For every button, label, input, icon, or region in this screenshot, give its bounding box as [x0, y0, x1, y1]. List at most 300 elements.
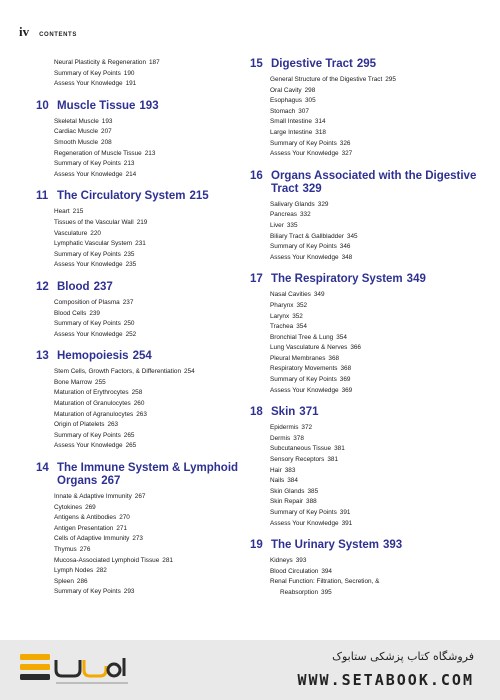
toc-entry-title: Mucosa-Associated Lymphoid Tissue — [54, 556, 160, 564]
chapter-title-wrap — [57, 100, 246, 113]
toc-entry — [54, 207, 246, 218]
toc-entry — [270, 200, 490, 211]
toc-entry-page: 190 — [123, 69, 135, 77]
toc-entry-page: 368 — [328, 354, 340, 362]
toc-entry-title: Summary of Key Points — [54, 431, 121, 439]
toc-entry-title: Oral Cavity — [270, 86, 302, 94]
toc-entry-page: 352 — [292, 312, 303, 320]
toc-entry — [54, 229, 246, 240]
toc-entry — [270, 434, 490, 445]
toc-entry-page: 265 — [123, 431, 135, 439]
toc-entry-page: 354 — [296, 323, 307, 331]
toc-entry-title: Cardiac Muscle — [54, 128, 99, 136]
toc-entry-title: Summary of Key Points — [54, 69, 121, 77]
toc-entry-title: Blood Cells — [54, 309, 87, 317]
topic-list — [36, 492, 246, 598]
chapter-heading — [36, 350, 246, 363]
toc-entry-page: 384 — [287, 477, 298, 485]
toc-entry-page: 235 — [123, 250, 135, 258]
toc-entry-page: 307 — [298, 107, 309, 115]
toc-entry-page: 276 — [79, 546, 91, 553]
toc-entry-page: 219 — [136, 218, 148, 226]
toc-entry — [54, 117, 246, 128]
chapter-number: 14 — [36, 462, 49, 475]
toc-entry — [270, 242, 490, 253]
toc-entry-title: Reabsorption — [280, 588, 319, 596]
toc-entry-title: Bone Marrow — [54, 378, 93, 386]
toc-entry-page: 213 — [144, 149, 156, 157]
toc-entry — [270, 86, 490, 97]
toc-entry-title: Salivary Glands — [270, 200, 315, 208]
topic-list — [250, 200, 490, 264]
toc-entry-page: 193 — [101, 117, 113, 125]
chapter-title-wrap — [57, 350, 246, 363]
toc-entry-title: Tissues of the Vascular Wall — [54, 218, 134, 226]
chapter-title: The Immune System & Lymphoid Organs — [57, 462, 239, 488]
toc-entry — [270, 301, 490, 312]
toc-entry-title: Summary of Key Points — [54, 588, 121, 596]
toc-entry — [270, 290, 490, 301]
toc-entry-title: Skeletal Muscle — [54, 117, 99, 125]
toc-entry — [270, 312, 490, 323]
toc-entry — [270, 487, 490, 498]
toc-entry-page: 239 — [89, 309, 100, 317]
toc-entry-page: 260 — [133, 400, 145, 408]
chapter-title-wrap — [271, 273, 490, 286]
toc-entry-title: Respiratory Movements — [270, 365, 338, 373]
toc-entry-title: Antigens & Antibodies — [54, 514, 117, 522]
toc-entry-page: 368 — [340, 365, 352, 373]
toc-entry-page: 252 — [125, 330, 137, 338]
toc-entry-page: 298 — [304, 86, 316, 94]
toc-entry-page: 394 — [321, 567, 332, 575]
toc-entry-page: 369 — [341, 386, 353, 394]
chapter-number: 19 — [250, 539, 263, 552]
toc-entry-page: 378 — [293, 434, 304, 442]
toc-entry — [54, 79, 246, 90]
toc-entry-title: Nasal Cavities — [270, 291, 311, 299]
toc-entry-page: 293 — [123, 588, 135, 596]
toc-entry — [54, 492, 246, 503]
chapter-title: Organs Associated with the Digestive Tract — [271, 169, 477, 195]
toc-entry — [270, 253, 490, 264]
toc-entry-title: Vasculature — [54, 229, 88, 237]
chapter-title: Digestive Tract — [271, 58, 353, 70]
toc-entry — [54, 399, 246, 410]
toc-entry-title: Assess Your Knowledge — [270, 150, 339, 158]
toc-entry — [54, 319, 246, 330]
toc-entry-page: 271 — [116, 524, 128, 532]
toc-entry — [270, 375, 490, 386]
toc-entry — [270, 577, 490, 588]
toc-entry-page: 269 — [85, 503, 96, 511]
chapter-title: The Respiratory System — [271, 273, 403, 286]
toc-entry — [54, 420, 246, 431]
toc-entry — [270, 322, 490, 333]
chapter-title-wrap — [57, 462, 246, 488]
chapter-title: Blood — [57, 280, 90, 293]
toc-entry-title: Assess Your Knowledge — [270, 253, 339, 261]
chapter-number: 12 — [36, 280, 49, 293]
toc-entry-page: 327 — [341, 150, 353, 158]
toc-entry — [270, 107, 490, 118]
toc-entry-title: Assess Your Knowledge — [54, 80, 123, 88]
toc-entry-title: Summary of Key Points — [270, 243, 337, 251]
toc-entry-title: Assess Your Knowledge — [54, 330, 123, 338]
toc-entry-title: Pancreas — [270, 211, 297, 219]
toc-entry-title: Assess Your Knowledge — [54, 442, 123, 450]
chapter-number: 18 — [250, 406, 263, 419]
toc-entry-title: Maturation of Agranulocytes — [54, 410, 134, 418]
chapter-heading — [250, 170, 490, 196]
chapter-title: Muscle Tissue — [57, 99, 136, 112]
chapter-number: 17 — [250, 273, 263, 286]
chapter-heading — [36, 100, 246, 113]
toc-entry — [54, 378, 246, 389]
toc-entry — [54, 218, 246, 229]
toc-entry-page: 213 — [123, 160, 135, 168]
toc-entry-title: Skin Repair — [270, 498, 304, 506]
toc-entry-title: Small Intestine — [270, 118, 312, 126]
toc-entry — [270, 117, 490, 128]
chapter-page: 254 — [132, 350, 152, 363]
toc-entry-title: Subcutaneous Tissue — [270, 445, 332, 453]
toc-entry-title: Assess Your Knowledge — [270, 519, 339, 527]
toc-entry-title: Renal Function: Filtration, Secretion, & — [270, 578, 380, 586]
toc-entry-title: Smooth Muscle — [54, 138, 99, 146]
toc-entry-page: 326 — [339, 139, 351, 147]
footer-store-name: فروشگاه کتاب پزشکی ستابوک — [332, 650, 474, 663]
toc-chapter — [250, 406, 490, 529]
toc-entry-page: 305 — [304, 97, 316, 105]
toc-entry — [54, 149, 246, 160]
toc-entry — [54, 127, 246, 138]
chapter-heading — [36, 190, 246, 203]
toc-entry-title: Heart — [54, 208, 70, 216]
toc-entry-title: Assess Your Knowledge — [270, 386, 339, 394]
toc-entry-page: 220 — [90, 229, 101, 237]
chapter-title-wrap — [271, 539, 490, 552]
toc-entry-page: 381 — [334, 445, 345, 453]
toc-entry-page: 354 — [336, 333, 347, 341]
toc-entry — [270, 519, 490, 530]
toc-entry-page: 263 — [107, 421, 119, 429]
toc-entry-title: Stem Cells, Growth Factors, & Differentiation — [54, 368, 182, 376]
toc-entry-page: 352 — [296, 301, 308, 309]
toc-entry-title: Stomach — [270, 107, 296, 115]
toc-entry — [270, 96, 490, 107]
topic-list — [36, 298, 246, 340]
toc-chapter — [36, 100, 246, 181]
toc-entry-title: Summary of Key Points — [54, 160, 121, 168]
toc-entry-page: 345 — [346, 232, 358, 240]
toc-entry — [270, 476, 490, 487]
toc-entry — [270, 423, 490, 434]
chapter-title-wrap — [271, 170, 490, 196]
chapter-title: Skin — [271, 406, 296, 419]
toc-entry-page: 286 — [76, 577, 88, 585]
toc-chapter — [36, 350, 246, 452]
page-label: CONTENTS — [39, 32, 77, 38]
watermark-footer — [0, 640, 500, 700]
toc-entry-title: Pharynx — [270, 301, 294, 309]
toc-entry-title: Assess Your Knowledge — [54, 261, 123, 269]
toc-entry-title: Sensory Receptors — [270, 456, 325, 464]
toc-entry-page: 254 — [184, 368, 195, 376]
toc-entry-page: 393 — [295, 557, 307, 565]
toc-entry-title: Innate & Adaptive Immunity — [54, 493, 132, 501]
toc-entry-title: Pleural Membranes — [270, 354, 326, 362]
chapter-number: 15 — [250, 58, 263, 70]
toc-entry-title: Hair — [270, 466, 282, 474]
chapter-title-wrap — [57, 190, 246, 203]
toc-entry — [54, 534, 246, 545]
chapter-page: 237 — [93, 280, 113, 293]
toc-entry-title: Summary of Key Points — [270, 509, 337, 516]
toc-entry-page: 235 — [125, 261, 137, 269]
toc-entry-title: Origin of Platelets — [54, 421, 105, 429]
toc-entry — [54, 170, 246, 181]
toc-entry-title: Kidneys — [270, 557, 293, 565]
toc-chapter — [36, 58, 246, 90]
toc-entry — [270, 139, 490, 150]
toc-entry-page: 267 — [134, 493, 146, 501]
toc-entry — [54, 577, 246, 588]
toc-entry — [54, 367, 246, 378]
toc-entry — [54, 309, 246, 320]
toc-entry-page: 187 — [149, 59, 160, 66]
toc-entry-page: 332 — [300, 211, 311, 219]
toc-entry-page: 395 — [321, 588, 332, 596]
toc-entry-title: Assess Your Knowledge — [54, 170, 123, 178]
chapter-title: The Circulatory System — [57, 190, 186, 203]
toc-entry-title: Skin Glands — [270, 487, 305, 495]
topic-list — [250, 75, 490, 160]
toc-entry — [270, 128, 490, 139]
toc-entry-page: 385 — [307, 487, 319, 495]
chapter-number: 10 — [36, 99, 49, 112]
toc-entry — [270, 444, 490, 455]
toc-entry — [270, 497, 490, 508]
toc-entry-title: Regeneration of Muscle Tissue — [54, 149, 142, 157]
toc-entry — [54, 556, 246, 567]
toc-entry-page: 250 — [123, 320, 135, 328]
toc-entry — [54, 587, 246, 598]
toc-entry-page: 348 — [341, 253, 353, 261]
chapter-heading — [250, 273, 490, 286]
toc-entry-title: Neural Plasticity & Regeneration — [54, 59, 146, 66]
toc-entry — [54, 524, 246, 535]
toc-entry-page: 388 — [306, 498, 317, 506]
toc-entry — [54, 503, 246, 514]
toc-entry — [270, 221, 490, 232]
toc-entry — [54, 250, 246, 261]
toc-entry — [270, 455, 490, 466]
toc-entry — [54, 441, 246, 452]
topic-list — [36, 58, 246, 90]
toc-entry — [270, 75, 490, 86]
toc-chapter — [36, 190, 246, 271]
toc-entry-title: Bronchial Tree & Lung — [270, 333, 334, 341]
toc-entry-title: Epidermis — [270, 424, 299, 432]
toc-entry-page: 391 — [341, 519, 353, 527]
toc-entry — [270, 232, 490, 243]
toc-chapter — [250, 273, 490, 396]
toc-entry-page: 231 — [135, 240, 146, 248]
topic-list — [36, 207, 246, 271]
toc-entry-page: 214 — [125, 170, 137, 178]
toc-entry — [54, 260, 246, 271]
chapter-title-wrap — [271, 406, 490, 419]
chapter-title: Hemopoiesis — [57, 350, 129, 363]
toc-entry — [54, 431, 246, 442]
setabook-logo — [20, 648, 140, 692]
toc-entry — [270, 354, 490, 365]
toc-chapter — [36, 462, 246, 598]
toc-entry — [270, 210, 490, 221]
toc-entry-page: 372 — [301, 424, 313, 432]
page-header — [19, 24, 77, 40]
toc-entry-page: 265 — [125, 442, 137, 450]
toc-entry — [54, 330, 246, 341]
toc-entry-title: Biliary Tract & Gallbladder — [270, 232, 344, 240]
toc-entry-page: 208 — [101, 138, 112, 146]
toc-entry-title: Maturation of Granulocytes — [54, 400, 131, 408]
toc-entry-page: 381 — [327, 456, 339, 464]
toc-entry-page: 215 — [72, 208, 84, 216]
toc-entry-page: 349 — [313, 291, 325, 299]
toc-entry-page: 281 — [162, 556, 173, 564]
toc-entry — [54, 239, 246, 250]
toc-entry-title: Trachea — [270, 323, 294, 331]
chapter-page: 393 — [383, 539, 403, 552]
toc-entry — [54, 69, 246, 80]
chapter-page: 295 — [356, 58, 377, 70]
topic-list — [36, 367, 246, 452]
toc-entry-title: Cells of Adaptive Immunity — [54, 535, 130, 543]
toc-entry-page: 383 — [284, 466, 296, 474]
toc-entry — [270, 364, 490, 375]
toc-entry-title: Blood Circulation — [270, 567, 319, 575]
footer-text — [298, 650, 475, 689]
toc-entry-page: 366 — [350, 344, 361, 352]
toc-entry-title: Nails — [270, 477, 285, 485]
toc-entry — [270, 567, 490, 578]
toc-entry-title: Lung Vasculature & Nerves — [270, 344, 348, 352]
toc-entry-title: Spleen — [54, 577, 74, 585]
toc-entry — [54, 388, 246, 399]
chapter-heading — [250, 58, 490, 71]
toc-chapter — [36, 281, 246, 340]
chapter-page: 215 — [189, 190, 209, 203]
toc-entry — [270, 333, 490, 344]
toc-entry — [54, 138, 246, 149]
toc-chapter — [250, 539, 490, 598]
toc-entry-title: Esophagus — [270, 97, 302, 105]
toc-entry-title: Large Intestine — [270, 128, 313, 136]
toc-entry-page: 282 — [96, 567, 107, 575]
toc-entry-title: Lymphatic Vascular System — [54, 240, 133, 248]
toc-entry — [270, 149, 490, 160]
chapter-heading — [250, 539, 490, 552]
toc-entry-title: General Structure of the Digestive Tract — [270, 76, 383, 83]
topic-list — [250, 290, 490, 396]
toc-entry-title: Thymus — [54, 546, 77, 553]
toc-entry-title: Antigen Presentation — [54, 524, 114, 532]
toc-entry-title: Maturation of Erythrocytes — [54, 389, 129, 397]
toc-entry — [54, 298, 246, 309]
toc-entry — [54, 566, 246, 577]
toc-entry — [270, 588, 490, 599]
toc-entry-title: Dermis — [270, 434, 291, 442]
toc-entry-page: 237 — [122, 298, 134, 306]
toc-entry-page: 314 — [314, 118, 326, 126]
toc-entry-page: 346 — [339, 243, 351, 251]
toc-entry-page: 263 — [136, 410, 147, 418]
toc-entry-page: 191 — [125, 80, 137, 88]
chapter-page: 329 — [302, 182, 322, 195]
toc-chapter — [250, 58, 490, 160]
chapter-heading — [250, 406, 490, 419]
toc-entry-title: Summary of Key Points — [270, 376, 337, 384]
chapter-number: 11 — [36, 190, 49, 203]
toc-entry-title: Summary of Key Points — [270, 139, 337, 147]
toc-entry-title: Liver — [270, 221, 284, 229]
toc-entry — [270, 466, 490, 477]
page-number: iv — [19, 24, 30, 39]
toc-entry-page: 273 — [132, 535, 143, 543]
toc-entry — [270, 556, 490, 567]
chapter-page: 267 — [101, 475, 121, 488]
toc-entry-page: 207 — [101, 128, 112, 136]
toc-entry-page: 255 — [95, 378, 106, 386]
chapter-page: 349 — [406, 273, 426, 286]
toc-entry-title: Lymph Nodes — [54, 567, 94, 575]
topic-list — [250, 423, 490, 529]
toc-left-column — [36, 58, 246, 608]
toc-entry — [270, 386, 490, 397]
chapter-title-wrap — [271, 58, 490, 71]
chapter-title: The Urinary System — [271, 539, 380, 552]
chapter-page: 371 — [299, 406, 319, 419]
toc-entry — [270, 508, 490, 519]
toc-entry — [54, 410, 246, 421]
chapter-heading — [36, 281, 246, 294]
toc-entry-page: 318 — [315, 128, 326, 136]
topic-list — [36, 117, 246, 181]
toc-entry-page: 369 — [339, 376, 351, 384]
toc-entry-page: 295 — [385, 76, 396, 83]
toc-entry — [270, 343, 490, 354]
chapter-number: 16 — [250, 169, 263, 182]
topic-list — [250, 556, 490, 598]
toc-right-column — [250, 58, 490, 609]
toc-entry — [54, 513, 246, 524]
toc-entry — [54, 159, 246, 170]
toc-entry-page: 258 — [131, 389, 143, 397]
toc-entry-title: Cytokines — [54, 503, 83, 511]
toc-entry-title: Larynx — [270, 312, 290, 320]
toc-entry-page: 335 — [286, 221, 298, 229]
chapter-heading — [36, 462, 246, 488]
toc-entry — [54, 58, 246, 69]
chapter-title-wrap — [57, 281, 246, 294]
toc-entry-page: 329 — [317, 200, 329, 208]
toc-entry-title: Summary of Key Points — [54, 320, 121, 328]
toc-chapter — [250, 170, 490, 264]
toc-entry-title: Summary of Key Points — [54, 250, 121, 258]
footer-url: WWW.SETABOOK.COM — [297, 671, 474, 689]
